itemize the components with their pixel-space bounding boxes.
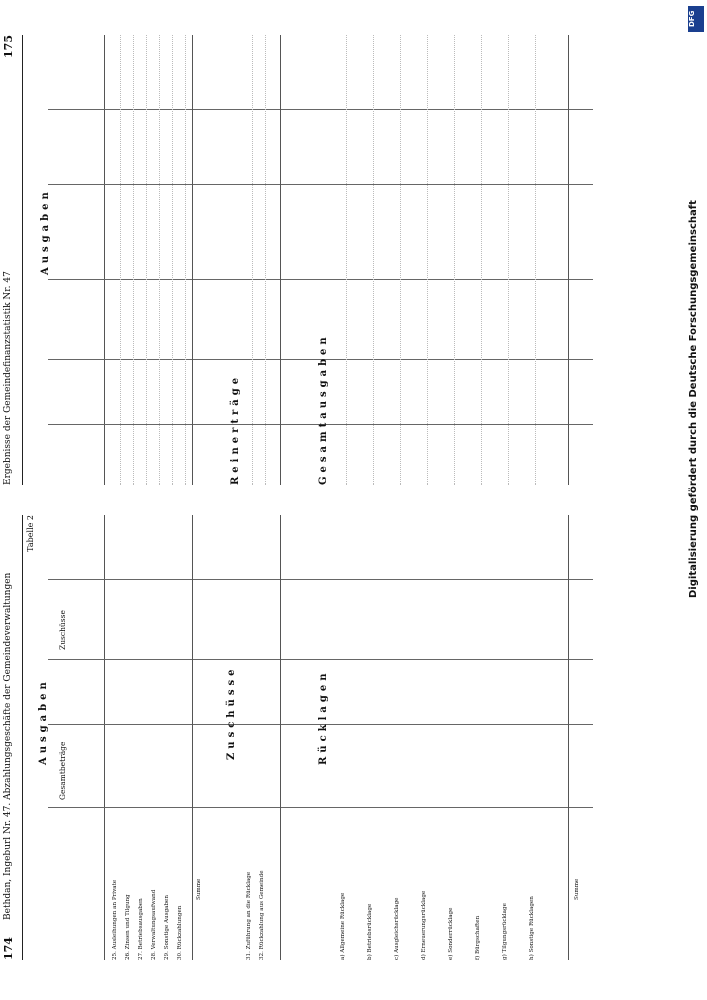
row-label: 28. Verwaltungsaufwand <box>151 889 157 960</box>
right-section-c-title: Gesamtausgaben <box>318 333 329 485</box>
table-row <box>259 515 271 960</box>
dfg-credit-text: Digitalisierung gefördert durch die Deutsche Forschungsgemeinschaft <box>688 200 699 598</box>
row-label: 30. Rückzahlungen <box>177 905 183 960</box>
row-label: 26. Zinsen und Tilgung <box>125 894 131 960</box>
table-row <box>138 515 150 960</box>
left-page <box>0 515 640 960</box>
sum-row-c: Summe <box>574 878 580 900</box>
table-row <box>508 35 509 485</box>
section-a-title: Ausgaben <box>38 678 49 765</box>
table-row <box>146 35 147 485</box>
left-page-header <box>0 515 22 960</box>
table-row <box>535 35 536 485</box>
row-label: a) Allgemeine Rücklage <box>340 892 346 960</box>
right-page <box>0 35 640 485</box>
table-row <box>373 35 374 485</box>
row-label: b) Betriebsrücklage <box>367 903 373 960</box>
right-running-head: Ergebnisse der Gemeindefinanzstatistik Nr. 47 <box>3 271 13 485</box>
row-label: 25. Ausleihungen an Private <box>112 879 118 960</box>
section-b-title: Zuschüsse <box>226 665 237 760</box>
row-label: e) Sonderrücklage <box>448 907 454 960</box>
right-section-a-title: Ausgaben <box>40 188 51 275</box>
section-c-title: Rücklagen <box>318 669 329 765</box>
table-row <box>454 35 455 485</box>
row-label: g) Tilgungsrücklage <box>502 903 508 960</box>
row-label: f) Bürgschaften <box>475 915 481 960</box>
col-group-b: Zuschüsse <box>58 610 67 650</box>
row-label: c) Ausgleichsrücklage <box>394 897 400 960</box>
table-row <box>502 515 514 960</box>
table-row <box>529 515 541 960</box>
right-section-b-title: Reinerträge <box>230 373 241 485</box>
table-row <box>133 35 134 485</box>
table-row <box>151 515 163 960</box>
table-row <box>185 35 186 485</box>
sum-row-a: Summe <box>196 878 202 900</box>
table-row <box>427 35 428 485</box>
table-row <box>125 515 137 960</box>
table-row <box>177 515 189 960</box>
table-row <box>421 515 433 960</box>
table-row <box>481 35 482 485</box>
right-page-header <box>0 35 22 485</box>
table-row <box>475 515 487 960</box>
left-page-number: 174 <box>2 937 15 960</box>
table-row <box>340 515 352 960</box>
table-row <box>367 515 379 960</box>
table-row <box>252 35 253 485</box>
col-group-a: Gesamtbeträge <box>58 741 67 800</box>
table-row <box>164 515 176 960</box>
table-row <box>112 515 124 960</box>
table-row <box>400 35 401 485</box>
row-label: 31. Zuführung an die Rücklage <box>246 871 252 960</box>
row-label: 32. Rückzahlung aus Gemeinde <box>259 870 265 960</box>
row-label: 29. Sonstige Ausgaben <box>164 895 170 960</box>
row-label: 27. Betriebsausgaben <box>138 898 144 960</box>
table-row <box>346 35 347 485</box>
table-row <box>265 35 266 485</box>
right-page-number: 175 <box>2 35 15 58</box>
dfg-logo: DFG <box>688 6 704 32</box>
table-row <box>172 35 173 485</box>
row-label: d) Erneuerungsrücklage <box>421 890 427 960</box>
table-row <box>159 35 160 485</box>
table-row <box>448 515 460 960</box>
table-row <box>394 515 406 960</box>
left-running-head: Bethdan, Ingeburl Nr. 47. Abzahlungsgeschäfte der Gemeindeverwaltungen <box>3 572 13 920</box>
row-label: h) Sonstige Rücklagen <box>529 896 535 960</box>
table-row <box>120 35 121 485</box>
dfg-credit-strip <box>685 0 707 1000</box>
table-row <box>246 515 258 960</box>
table-tag: Tabelle 2 <box>26 515 35 552</box>
